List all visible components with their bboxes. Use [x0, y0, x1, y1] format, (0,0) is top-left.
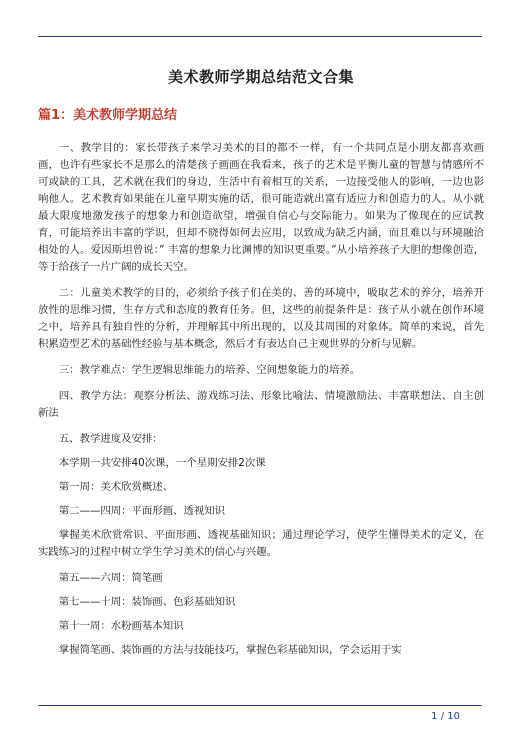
paragraph: 四、教学方法：观察分析法、游戏练习法、形象比喻法、情境激励法、丰富联想法、自主创新法 — [38, 390, 484, 419]
paragraph: 三：教学难点：学生逻辑思维能力的培养、空间想象能力的培养。 — [58, 364, 361, 376]
paragraph: 掌握美术欣赏常识、平面形画、透视基础知识；通过理论学习，使学生懂得美术的定义，在实践练习的过程中树立学生学习美术的信心与兴趣。 — [38, 529, 484, 558]
document-title: 美术教师学期总结范文合集 — [167, 68, 354, 86]
section-heading: 篇1：美术教师学期总结 — [38, 108, 178, 123]
paragraph: 本学期一共安排40次课，一个星期安排2次课 — [58, 457, 266, 469]
footer-rule — [38, 705, 482, 706]
paragraph: 第二——四周：平面形画、透视知识 — [58, 505, 226, 517]
paragraph: 掌握简笔画、装饰画的方法与技能技巧，掌握色彩基础知识，学会运用于实 — [58, 644, 402, 656]
paragraph: 第一周：美术欣赏概述、 — [58, 481, 174, 493]
paragraph: 一、教学目的：家长带孩子来学习美术的目的都不一样，有一个共同点是小朋友都喜欢画画，也许有些家长不是那么的清楚孩子画画在我看来，孩子的艺术是平衡儿童的智慧与情感所不可或缺的工具，艺术就在我们的身边，生活中有着相互的关系，一边接受他人的影响，一边也影响他人。艺术教育如果能在儿童早期实施的话，很可能造就出富有适应力和创造力的人。从小就最大限度地激发孩子的想象力和创造欲望，增强自信心与交际能力。如果为了像现在的应试教育，可能培养出丰富的学识，但却不晓得如何去应用，以致成为缺乏内涵，而且难以与环境融洽相处的人。爱因斯坦曾说：” 丰富的想象力比渊博的知识更重要。”从小培养孩子大胆的想像创造，等于给孩子一片广阔的成长天空。 — [38, 142, 484, 273]
paragraph: 第七——十周：装饰画、色彩基础知识 — [58, 596, 236, 608]
document-body — [38, 66, 484, 668]
paragraph: 第五——六周：简笔画 — [58, 572, 163, 584]
header-rule — [38, 36, 482, 37]
page-indicator: 1 / 10 — [431, 711, 460, 722]
paragraph: 五、教学进度及安排： — [58, 433, 163, 445]
paragraph: 第十一周：水粉画基本知识 — [58, 620, 184, 632]
paragraph: 二：儿童美术教学的目的，必须给予孩子们在美的、善的环境中，吸取艺术的养分，培养开放性的思维习惯，生存方式和态度的教育任务。但，这些的前提条件是：孩子从小就在创作环境之中，培养具有独自性的分析，并理解其中所出现的，以及其周围的对象体。简单的来说，首先积累造型艺术的基础性经验与基本概念，然后才有表达自己主观世界的分析与见解。 — [38, 287, 484, 350]
